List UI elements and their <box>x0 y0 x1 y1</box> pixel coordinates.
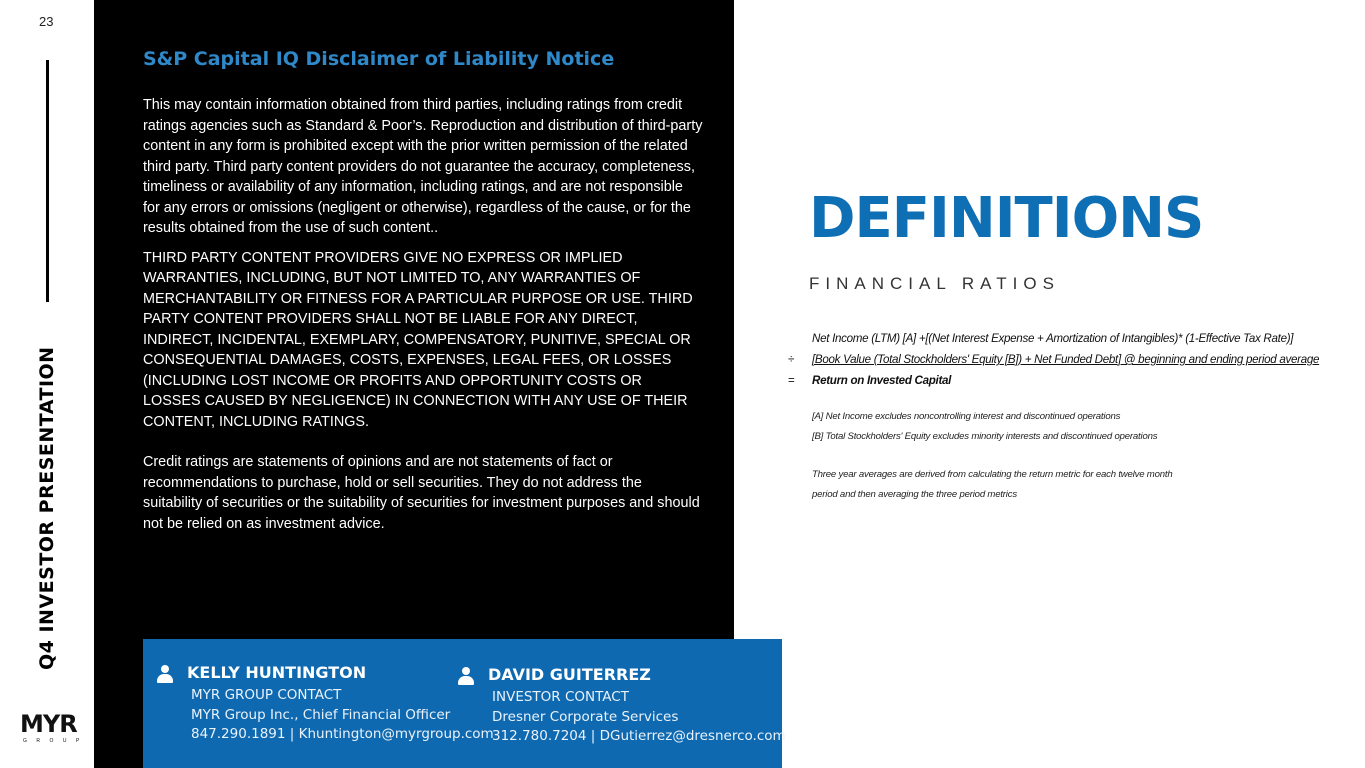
divide-symbol: ÷ <box>788 353 795 366</box>
contact-role: INVESTOR CONTACT <box>492 689 629 705</box>
person-icon <box>458 667 474 685</box>
disclaimer-body <box>143 95 703 543</box>
contact-phone-email[interactable]: 312.780.7204 | DGutierrez@dresnerco.com <box>492 728 786 744</box>
contact-bar <box>143 639 786 768</box>
roic-formula <box>788 328 1348 391</box>
formula-numerator: Net Income (LTM) [A] +[(Net Interest Expense + Amortization of Intangibles)* (1-Effective Tax Rate)] <box>812 332 1294 345</box>
side-title: Q4 INVESTOR PRESENTATION <box>36 346 58 670</box>
formula-numerator-row <box>788 328 1348 349</box>
formula-denominator: [Book Value (Total Stockholders' Equity [B]) + Net Funded Debt] @ beginning and ending period average <box>812 353 1320 366</box>
company-logo <box>20 710 89 744</box>
contact-role: MYR GROUP CONTACT <box>191 687 342 703</box>
logo-mark: MYR <box>20 710 77 738</box>
equals-symbol: = <box>788 374 795 387</box>
formula-result: Return on Invested Capital <box>812 374 952 387</box>
contact-name: KELLY HUNTINGTON <box>187 663 367 682</box>
person-icon <box>157 665 173 683</box>
formula-denominator-row <box>788 349 1348 370</box>
note-item: period and then averaging the three period metrics <box>812 489 1017 500</box>
definition-notes <box>812 407 1172 505</box>
logo-subtext: GROUP <box>23 738 89 744</box>
contact-org: MYR Group Inc., Chief Financial Officer <box>191 706 451 723</box>
note-item: [B] Total Stockholders' Equity excludes minority interests and discontinued operations <box>812 431 1158 442</box>
note-item: Three year averages are derived from calculating the return metric for each twelve month <box>812 469 1173 480</box>
disclaimer-paragraph: This may contain information obtained from third parties, including ratings from credit ratings agencies such as Standard & Poor’s. Reproduction and distribution of third-party content in any form is prohibited except with the prior written permission of the related third party. Third party content providers do not guarantee the accuracy, completeness, timeliness or availability of any information, including ratings, and are not responsible for any errors or omissions (negligent or otherwise), regardless of the cause, or for the results obtained from the use of such content.. <box>143 97 703 236</box>
page-number: 23 <box>39 14 54 29</box>
formula-result-row <box>788 370 1348 391</box>
disclaimer-paragraph: THIRD PARTY CONTENT PROVIDERS GIVE NO EXPRESS OR IMPLIED WARRANTIES, INCLUDING, BUT NOT LIMITED TO, ANY WARRANTIES OF MERCHANTABILITY OR FITNESS FOR A PARTICULAR PURPOSE OR USE. THIRD PARTY CONTENT PROVIDERS SHALL NOT BE LIABLE FOR ANY DIRECT, INDIRECT, INCIDENTAL, EXEMPLARY, COMPENSATORY, PUNITIVE, SPECIAL OR CONSEQUENTIAL DAMAGES, COSTS, EXPENSES, LEGAL FEES, OR LOSSES (INCLUDING LOST INCOME OR PROFITS AND OPPORTUNITY COSTS OR LOSSES CAUSED BY NEGLIGENCE) IN CONNECTION WITH ANY USE OF THEIR CONTENT, INCLUDING RATINGS. <box>143 249 693 430</box>
definitions-title: DEFINITIONS <box>809 186 1204 251</box>
definitions-subtitle: FINANCIAL RATIOS <box>809 274 1060 293</box>
note-item: [A] Net Income excludes noncontrolling interest and discontinued operations <box>812 411 1121 422</box>
side-divider-line <box>46 60 49 302</box>
disclaimer-title: S&P Capital IQ Disclaimer of Liability Notice <box>143 48 615 70</box>
contact-phone-email[interactable]: 847.290.1891 | Khuntington@myrgroup.com <box>191 726 494 742</box>
contact-name: DAVID GUITERREZ <box>488 665 651 684</box>
disclaimer-paragraph: Credit ratings are statements of opinions and are not statements of fact or recommendations to purchase, hold or sell securities. They do not address the suitability of securities or the suitability of securities for investment purposes and should not be relied on as investment advice. <box>143 454 700 532</box>
contact-org: Dresner Corporate Services <box>492 708 679 725</box>
